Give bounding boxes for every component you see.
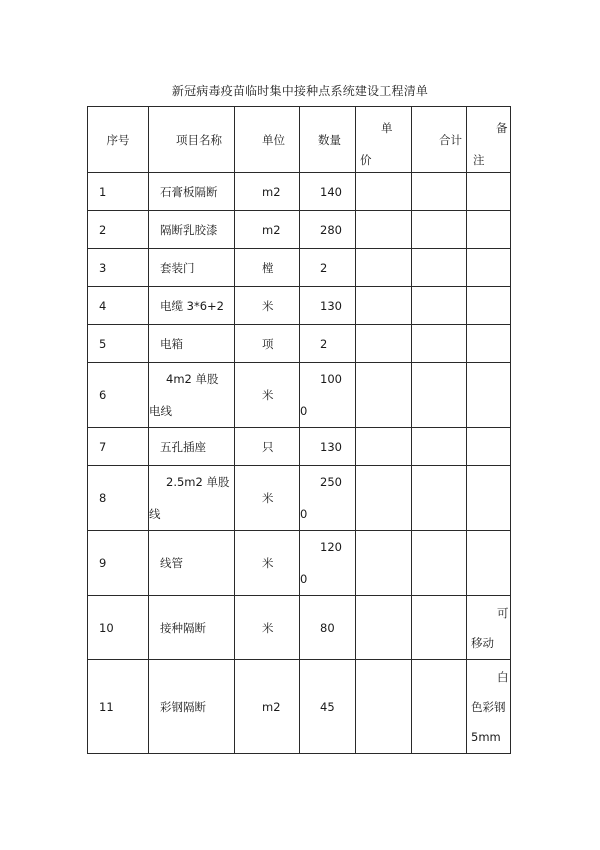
cell-total bbox=[412, 596, 467, 660]
cell-name: 隔断乳胶漆 bbox=[149, 211, 235, 249]
cell-note-line1: 可 bbox=[497, 605, 509, 620]
cell-note bbox=[467, 325, 511, 363]
header-note-line1: 备 bbox=[496, 121, 508, 135]
cell-qty: 2 bbox=[300, 249, 356, 287]
cell-no: 10 bbox=[88, 596, 149, 660]
cell-unit: 项 bbox=[235, 325, 300, 363]
cell-qty: 80 bbox=[300, 596, 356, 660]
cell-price bbox=[356, 211, 412, 249]
cell-name bbox=[149, 363, 235, 428]
cell-price bbox=[356, 249, 412, 287]
cell-price bbox=[356, 325, 412, 363]
cell-note bbox=[467, 249, 511, 287]
cell-price bbox=[356, 660, 412, 754]
header-price bbox=[356, 107, 412, 173]
cell-note bbox=[467, 363, 511, 428]
header-note-line2: 注 bbox=[473, 153, 485, 167]
cell-name-line1: 4m2 单股 bbox=[166, 372, 219, 386]
cell-price bbox=[356, 173, 412, 211]
cell-total bbox=[412, 531, 467, 596]
cell-qty-line2: 0 bbox=[300, 404, 308, 418]
cell-unit: m2 bbox=[235, 660, 300, 754]
table-row bbox=[88, 287, 511, 325]
cell-note bbox=[467, 173, 511, 211]
table-row bbox=[88, 660, 511, 754]
cell-total bbox=[412, 325, 467, 363]
table-row bbox=[88, 325, 511, 363]
cell-qty: 130 bbox=[300, 428, 356, 466]
cell-qty bbox=[300, 363, 356, 428]
page-title: 新冠病毒疫苗临时集中接种点系统建设工程清单 bbox=[171, 84, 429, 98]
cell-name: 线管 bbox=[149, 531, 235, 596]
cell-qty: 280 bbox=[300, 211, 356, 249]
cell-name: 电缆 3*6+2 bbox=[149, 287, 235, 325]
cell-note bbox=[467, 596, 511, 660]
cell-unit: m2 bbox=[235, 173, 300, 211]
cell-note-line1: 白 bbox=[497, 669, 509, 684]
cell-note bbox=[467, 211, 511, 249]
cell-total bbox=[412, 466, 467, 531]
cell-total bbox=[412, 363, 467, 428]
cell-qty: 140 bbox=[300, 173, 356, 211]
cell-no: 5 bbox=[88, 325, 149, 363]
cell-no: 11 bbox=[88, 660, 149, 754]
cell-note-line3: 5mm bbox=[471, 729, 501, 744]
bill-of-quantities-table bbox=[87, 106, 511, 754]
cell-name: 接种隔断 bbox=[149, 596, 235, 660]
cell-note bbox=[467, 531, 511, 596]
header-note bbox=[467, 107, 511, 173]
cell-price bbox=[356, 363, 412, 428]
header-name: 项目名称 bbox=[149, 107, 235, 173]
header-qty: 数量 bbox=[300, 107, 356, 173]
cell-name: 五孔插座 bbox=[149, 428, 235, 466]
table-row bbox=[88, 211, 511, 249]
cell-name-line1: 2.5m2 单股 bbox=[166, 475, 230, 489]
cell-total bbox=[412, 287, 467, 325]
cell-unit: 樘 bbox=[235, 249, 300, 287]
cell-unit: m2 bbox=[235, 211, 300, 249]
header-unit: 单位 bbox=[235, 107, 300, 173]
cell-name-line2: 电线 bbox=[149, 404, 172, 418]
cell-price bbox=[356, 466, 412, 531]
cell-no: 3 bbox=[88, 249, 149, 287]
cell-note-line2: 移动 bbox=[471, 635, 494, 650]
cell-price bbox=[356, 531, 412, 596]
cell-note bbox=[467, 466, 511, 531]
cell-qty bbox=[300, 531, 356, 596]
cell-qty-line1: 100 bbox=[320, 372, 342, 386]
cell-no: 7 bbox=[88, 428, 149, 466]
cell-no: 8 bbox=[88, 466, 149, 531]
cell-no: 2 bbox=[88, 211, 149, 249]
cell-name-line2: 线 bbox=[149, 507, 161, 521]
cell-total bbox=[412, 249, 467, 287]
cell-qty: 45 bbox=[300, 660, 356, 754]
cell-total bbox=[412, 428, 467, 466]
cell-qty-line1: 250 bbox=[320, 475, 342, 489]
cell-name bbox=[149, 466, 235, 531]
table-row bbox=[88, 596, 511, 660]
cell-price bbox=[356, 287, 412, 325]
cell-qty: 2 bbox=[300, 325, 356, 363]
cell-unit: 米 bbox=[235, 287, 300, 325]
table-row bbox=[88, 466, 511, 531]
cell-unit: 米 bbox=[235, 531, 300, 596]
cell-name: 石膏板隔断 bbox=[149, 173, 235, 211]
cell-note-line2: 色彩钢 bbox=[471, 699, 506, 714]
header-price-line2: 价 bbox=[360, 153, 372, 167]
table-row bbox=[88, 173, 511, 211]
cell-note bbox=[467, 660, 511, 754]
table-row bbox=[88, 363, 511, 428]
cell-price bbox=[356, 428, 412, 466]
cell-name: 彩钢隔断 bbox=[149, 660, 235, 754]
cell-total bbox=[412, 173, 467, 211]
cell-qty-line1: 120 bbox=[320, 540, 342, 554]
cell-no: 1 bbox=[88, 173, 149, 211]
cell-no: 9 bbox=[88, 531, 149, 596]
cell-total bbox=[412, 211, 467, 249]
header-price-line1: 单 bbox=[381, 121, 393, 135]
cell-no: 4 bbox=[88, 287, 149, 325]
cell-qty-line2: 0 bbox=[300, 572, 308, 586]
cell-total bbox=[412, 660, 467, 754]
cell-note bbox=[467, 287, 511, 325]
table-row bbox=[88, 249, 511, 287]
cell-note bbox=[467, 428, 511, 466]
table-row bbox=[88, 428, 511, 466]
table-row bbox=[88, 531, 511, 596]
table-header-row bbox=[88, 107, 511, 173]
cell-unit: 米 bbox=[235, 596, 300, 660]
cell-qty-line2: 0 bbox=[300, 507, 308, 521]
cell-unit: 只 bbox=[235, 428, 300, 466]
cell-unit: 米 bbox=[235, 363, 300, 428]
cell-price bbox=[356, 596, 412, 660]
cell-no: 6 bbox=[88, 363, 149, 428]
header-total: 合计 bbox=[412, 107, 467, 173]
header-no: 序号 bbox=[88, 107, 149, 173]
cell-name: 电箱 bbox=[149, 325, 235, 363]
cell-name: 套装门 bbox=[149, 249, 235, 287]
cell-qty bbox=[300, 466, 356, 531]
cell-unit: 米 bbox=[235, 466, 300, 531]
cell-qty: 130 bbox=[300, 287, 356, 325]
